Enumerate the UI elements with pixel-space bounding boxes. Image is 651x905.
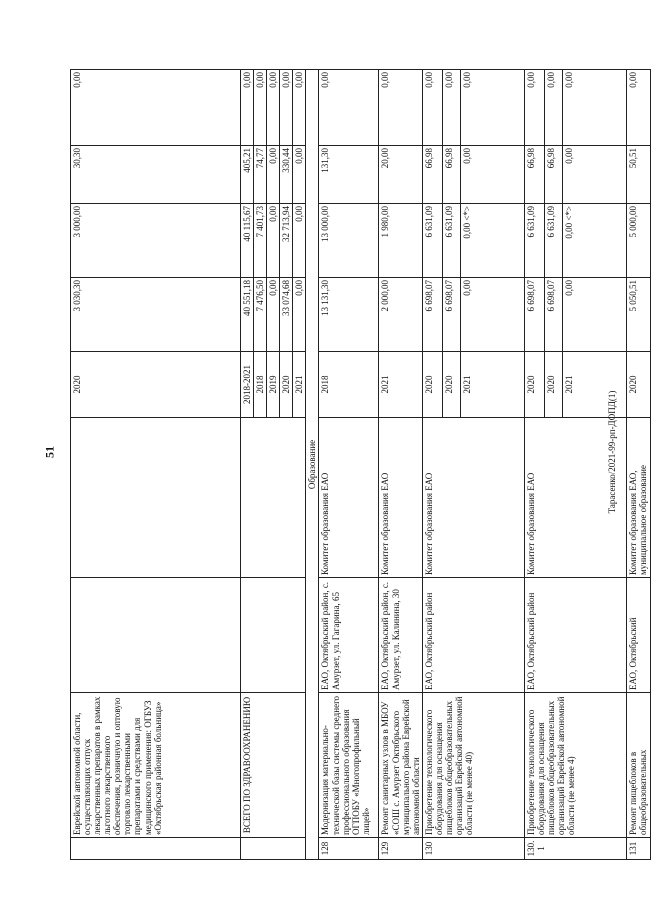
table-row [71,70,241,860]
value-federal-cell: 6 631,09 [524,204,544,278]
value-regional-cell: 0,00 [562,146,626,204]
year-cell: 2020 [422,352,442,418]
value-federal-cell: 0,00 [293,204,306,278]
value-federal-cell: 32 713,94 [280,204,293,278]
section-heading-education: Образование [306,70,319,860]
value-regional-cell: 405,21 [241,146,254,204]
value-total-cell: 2 000,00 [379,278,422,352]
value-total-cell: 6 698,07 [442,278,460,352]
value-total-cell: 40 551,18 [241,278,254,352]
row-number-cell: 131 [626,838,650,860]
document-footer: Тарасенко/2021-99-рп-ДОПД(1) [607,390,617,514]
value-federal-cell: 6 631,09 [544,204,562,278]
year-cell: 2020 [442,352,460,418]
value-regional-cell: 66,98 [422,146,442,204]
year-cell: 2021 [379,352,422,418]
value-local-cell: 0,00 [280,70,293,146]
value-total-cell: 6 698,07 [524,278,544,352]
year-cell: 2020 [280,352,293,418]
year-cell: 2019 [267,352,280,418]
value-regional-cell: 131,30 [319,146,379,204]
page-number: 51 [42,446,57,458]
table-row [379,70,422,860]
value-federal-cell: 40 115,67 [241,204,254,278]
customer-cell: Комитет образования ЕАО [379,418,422,578]
value-federal-cell: 5 000,00 [626,204,650,278]
customer-cell [71,418,241,578]
row-number-cell: 128 [319,838,379,860]
table-row [319,70,379,860]
value-total-cell: 0,00 [460,278,524,352]
value-regional-cell: 0,00 [293,146,306,204]
value-federal-cell: 13 000,00 [319,204,379,278]
value-federal-cell: 0,00 <*> [460,204,524,278]
customer-cell: Комитет образования ЕАО [319,418,379,578]
value-federal-cell: 0,00 <*> [562,204,626,278]
year-cell: 2020 [71,352,241,418]
customer-cell: Комитет образования ЕАО [422,418,524,578]
place-cell: ЕАО, Октябрьский район, с. Амурзет, ул. Калинина, 30 [379,578,422,693]
customer-cell [241,418,306,578]
value-local-cell: 0,00 [267,70,280,146]
value-total-cell: 7 476,50 [254,278,267,352]
year-cell: 2018 [319,352,379,418]
value-regional-cell: 66,98 [544,146,562,204]
value-local-cell: 0,00 [293,70,306,146]
year-cell: 2020 [544,352,562,418]
place-cell [241,578,306,693]
value-total-cell: 6 698,07 [422,278,442,352]
place-cell: ЕАО, Октябрьский [626,578,650,693]
value-federal-cell: 6 631,09 [422,204,442,278]
value-federal-cell: 3 000,00 [71,204,241,278]
value-regional-cell: 30,30 [71,146,241,204]
year-cell: 2021 [562,352,626,418]
year-cell: 2018 [254,352,267,418]
value-total-cell: 3 030,30 [71,278,241,352]
value-federal-cell: 0,00 [267,204,280,278]
table-row [306,70,319,860]
table-row [626,70,650,860]
value-local-cell: 0,00 [422,70,442,146]
place-cell: ЕАО, Октябрьский район [422,578,524,693]
value-local-cell: 0,00 [241,70,254,146]
value-regional-cell: 0,00 [460,146,524,204]
value-total-cell: 0,00 [267,278,280,352]
value-regional-cell: 74,77 [254,146,267,204]
year-cell: 2018-2021 [241,352,254,418]
value-local-cell: 0,00 [626,70,650,146]
value-local-cell: 0,00 [319,70,379,146]
place-cell: ЕАО, Октябрьский район, с. Амурзет, ул. Гагарина, 65 [319,578,379,693]
investment-table [70,69,651,860]
value-total-cell: 13 131,30 [319,278,379,352]
value-local-cell: 0,00 [562,70,626,146]
table-row [524,70,544,860]
total-label-cell: ВСЕГО ПО ЗДРАВООХРАНЕНИЮ [241,693,306,838]
value-total-cell: 5 050,51 [626,278,650,352]
value-federal-cell: 6 631,09 [442,204,460,278]
table-row [422,70,442,860]
year-cell: 2021 [293,352,306,418]
value-local-cell: 0,00 [379,70,422,146]
value-regional-cell: 330,44 [280,146,293,204]
value-federal-cell: 7 401,73 [254,204,267,278]
place-cell: ЕАО, Октябрьский район [524,578,626,693]
value-local-cell: 0,00 [442,70,460,146]
value-total-cell: 0,00 [293,278,306,352]
value-regional-cell: 66,98 [442,146,460,204]
object-name-cell: Приобретение технологического оборудования для оснащения пищеблоков общеобразовательных организаций Еврейской автономной области (не менее 40) [422,693,524,838]
value-local-cell: 0,00 [524,70,544,146]
object-name-cell: Еврейской автономной области, осуществляющих отпуск лекарственных препаратов в рамках льготного лекарственного обеспечения, розничную и оптовую торговлю лекарственными препаратами и средствами для медицинского применения: ОГБУЗ «Октябрьская районная больница» [71,693,241,838]
row-number-cell [71,838,241,860]
row-number-cell [241,838,306,860]
table-row [241,70,254,860]
year-cell: 2020 [626,352,650,418]
value-federal-cell: 1 980,00 [379,204,422,278]
object-name-cell: Модернизация материально-технической базы системы среднего профессионального образования ОГПОБУ «Многопрофильный лицей» [319,693,379,838]
customer-cell: Комитет образования ЕАО, муниципальное образование [626,418,650,578]
value-regional-cell: 0,00 [267,146,280,204]
value-regional-cell: 66,98 [524,146,544,204]
year-cell: 2021 [460,352,524,418]
object-name-cell: Ремонт санитарных узлов в МБОУ «СОШ с. Амурзет Октябрьского муниципального района Еврейской автономной области [379,693,422,838]
object-name-cell: Ремонт пищеблоков в общеобразовательных [626,693,650,838]
value-local-cell: 0,00 [544,70,562,146]
year-cell: 2020 [524,352,544,418]
customer-cell: Комитет образования ЕАО [524,418,626,578]
row-number-cell: 130 [422,838,524,860]
value-local-cell: 0,00 [71,70,241,146]
value-local-cell: 0,00 [460,70,524,146]
value-total-cell: 6 698,07 [544,278,562,352]
place-cell [71,578,241,693]
value-regional-cell: 50,51 [626,146,650,204]
row-number-cell: 129 [379,838,422,860]
object-name-cell: Приобретение технологического оборудования для оснащения пищеблоков общеобразовательных организаций Еврейской автономной области (не менее 4) [524,693,626,838]
value-local-cell: 0,00 [254,70,267,146]
value-regional-cell: 20,00 [379,146,422,204]
value-total-cell: 33 074,68 [280,278,293,352]
row-number-cell: 130.1 [524,838,626,860]
value-total-cell: 0,00 [562,278,626,352]
